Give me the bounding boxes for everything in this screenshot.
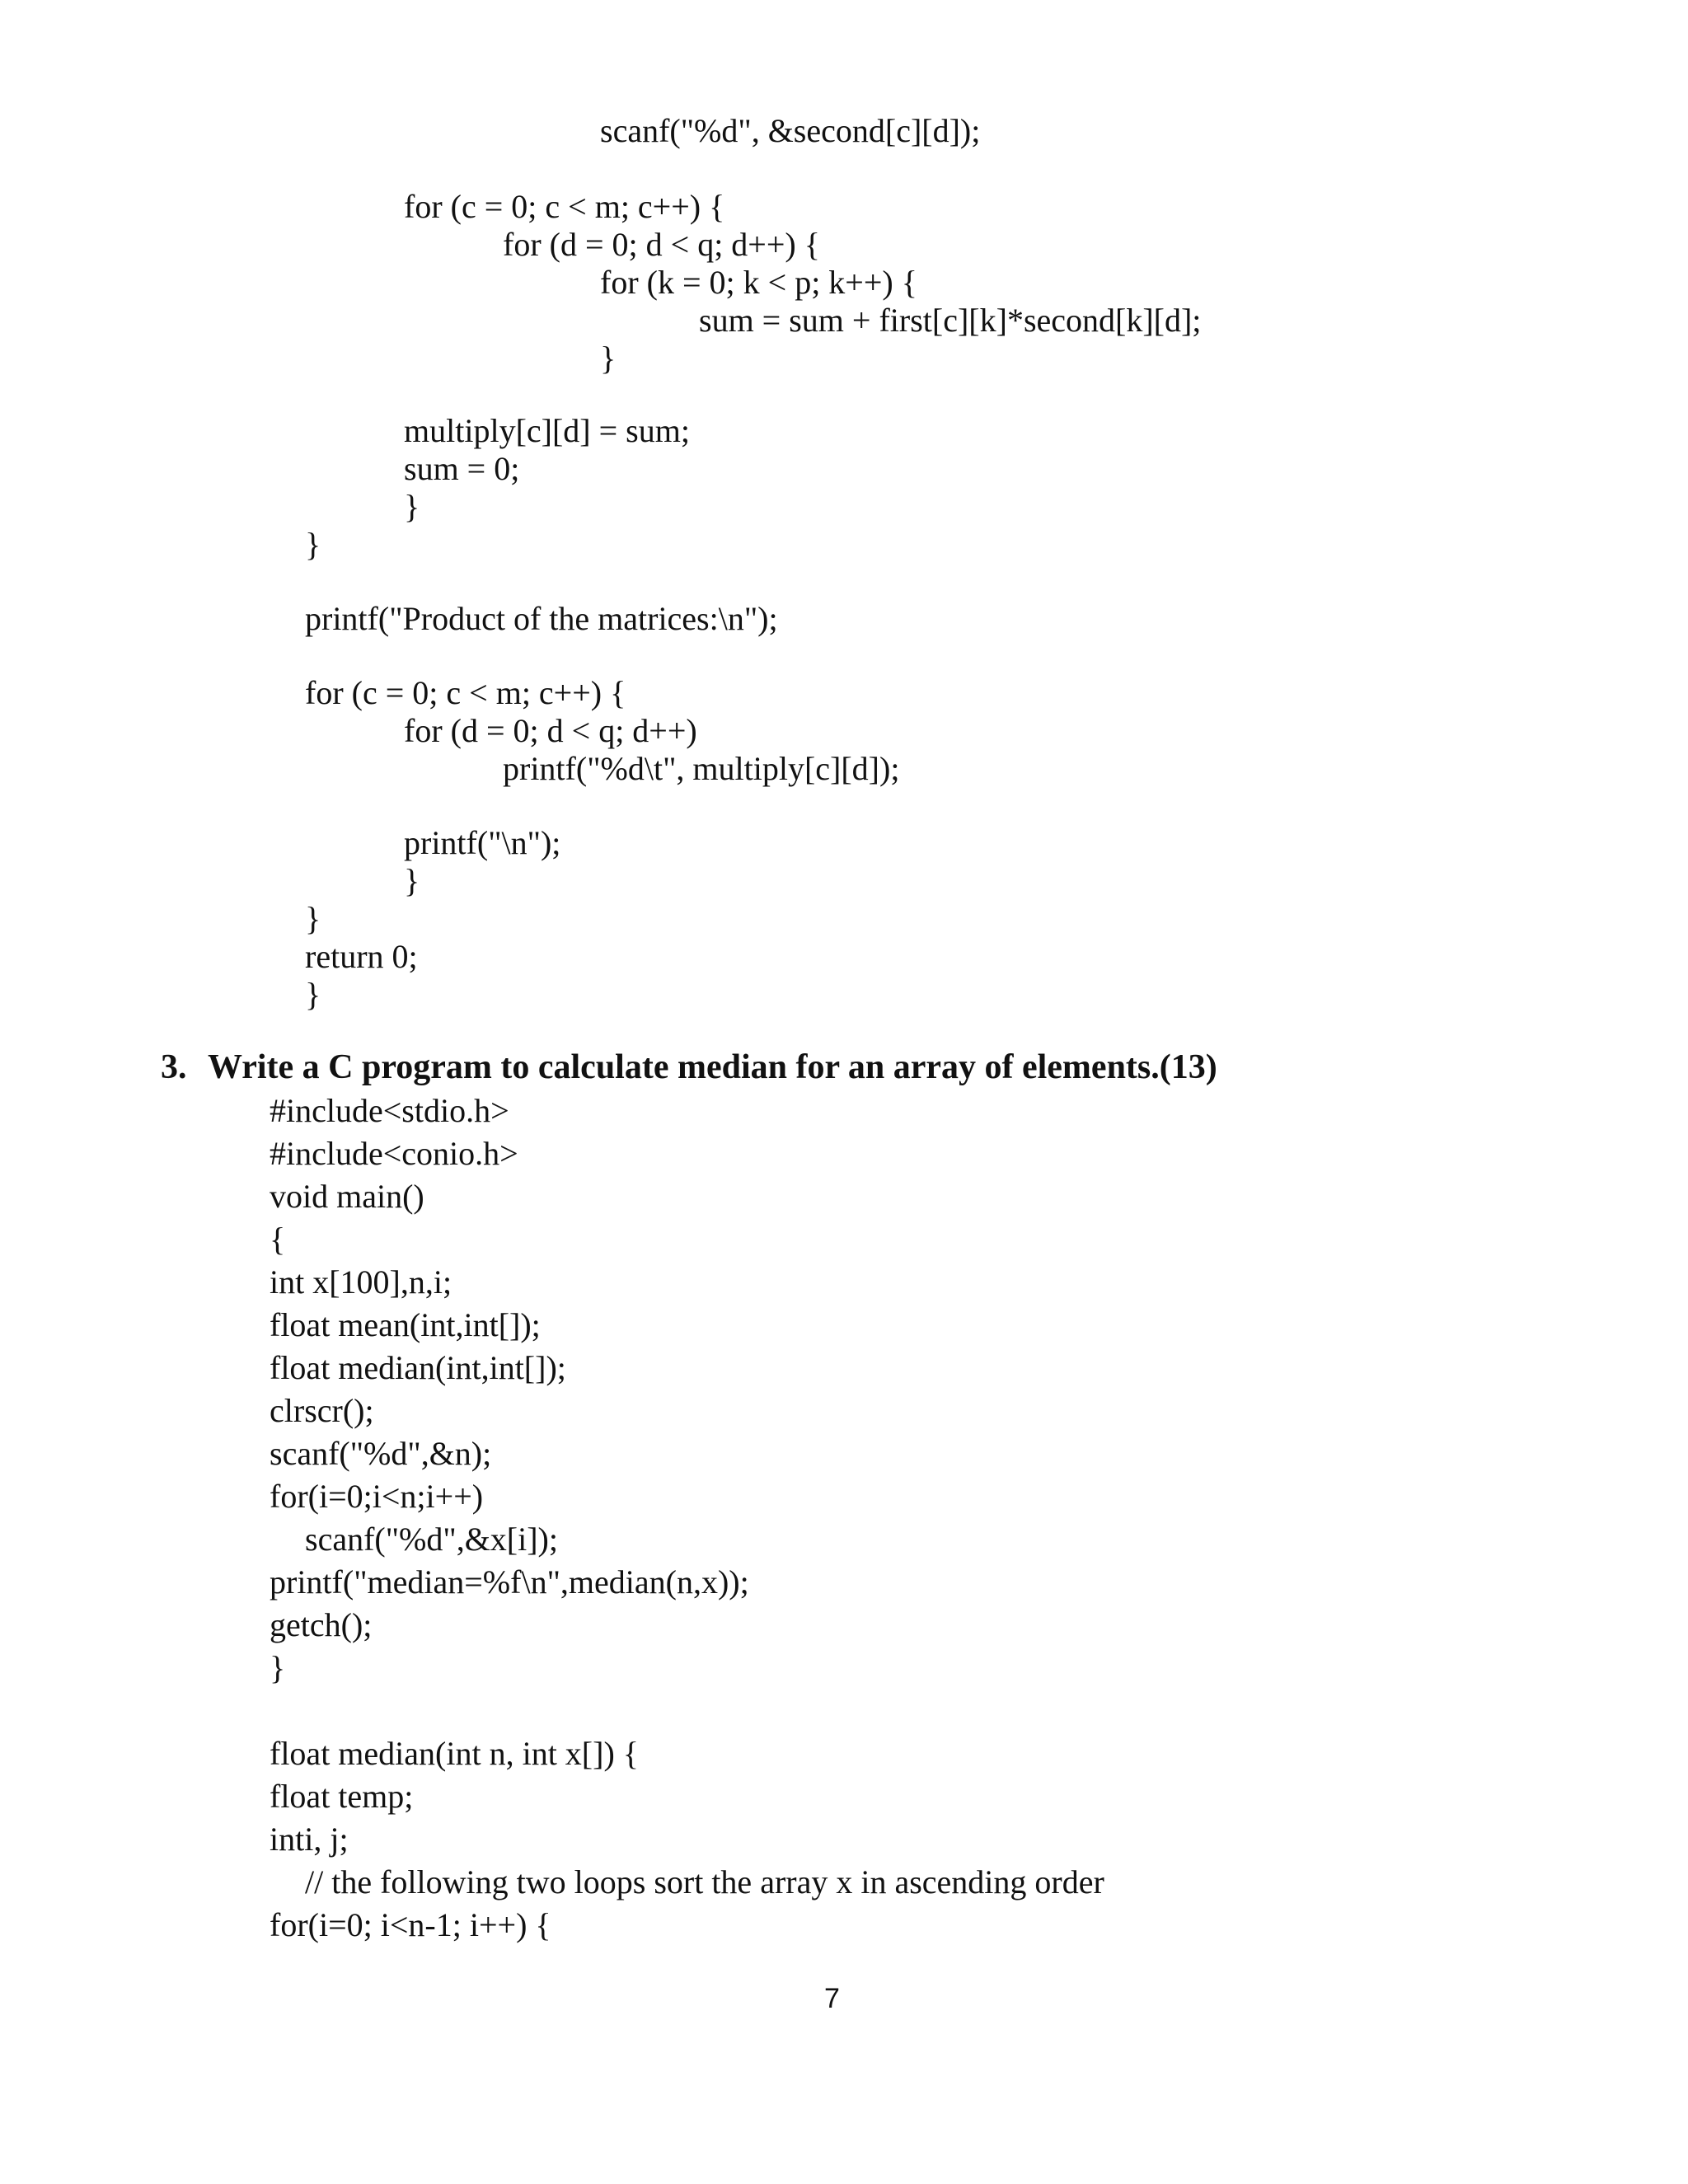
code-line: sum = sum + first[c][k]*second[k][d];: [699, 302, 1202, 339]
code-line: for (d = 0; d < q; d++) {: [503, 226, 820, 263]
code-line: for(i=0;i<n;i++): [270, 1478, 484, 1515]
code-line: clrscr();: [270, 1392, 374, 1429]
code-line: sum = 0;: [404, 450, 520, 487]
code-line: float median(int,int[]);: [270, 1349, 566, 1386]
code-line: #include<conio.h>: [270, 1135, 518, 1172]
code-line: getch();: [270, 1606, 373, 1643]
code-line: }: [305, 526, 321, 563]
code-line: for(i=0; i<n-1; i++) {: [270, 1906, 551, 1943]
code-line: printf("%d\t", multiply[c][d]);: [503, 750, 900, 787]
code-line: for (c = 0; c < m; c++) {: [305, 674, 626, 711]
code-comment: // the following two loops sort the array x in ascending order: [305, 1863, 1104, 1900]
code-line: }: [305, 976, 321, 1013]
code-line: scanf("%d",&x[i]);: [305, 1521, 558, 1558]
code-line: printf("median=%f\n",median(n,x));: [270, 1563, 749, 1601]
code-line: }: [305, 900, 321, 937]
code-line: printf("\n");: [404, 824, 561, 861]
code-line: float median(int n, int x[]) {: [270, 1735, 639, 1772]
code-line: for (c = 0; c < m; c++) {: [404, 188, 725, 225]
code-line: multiply[c][d] = sum;: [404, 412, 690, 449]
code-line: }: [404, 862, 420, 899]
code-line: }: [600, 340, 617, 377]
code-line: void main(): [270, 1178, 424, 1215]
code-line: int x[100],n,i;: [270, 1263, 452, 1301]
code-line: return 0;: [305, 938, 418, 975]
code-line: for (d = 0; d < q; d++): [404, 712, 697, 749]
code-line: inti, j;: [270, 1821, 349, 1858]
code-line: }: [404, 488, 420, 525]
code-line: float mean(int,int[]);: [270, 1306, 541, 1343]
code-line: #include<stdio.h>: [270, 1092, 509, 1129]
question-number: 3.: [161, 1048, 187, 1086]
code-line: for (k = 0; k < p; k++) {: [600, 264, 917, 301]
question-heading: Write a C program to calculate median for an array of elements.(13): [208, 1048, 1217, 1086]
code-line: float temp;: [270, 1778, 414, 1815]
code-line: scanf("%d", &second[c][d]);: [600, 112, 981, 149]
code-line: {: [270, 1221, 286, 1258]
code-line: }: [270, 1649, 286, 1686]
page-number: 7: [824, 1983, 840, 2014]
code-line: scanf("%d",&n);: [270, 1435, 492, 1472]
code-line: printf("Product of the matrices:\n");: [305, 600, 778, 637]
